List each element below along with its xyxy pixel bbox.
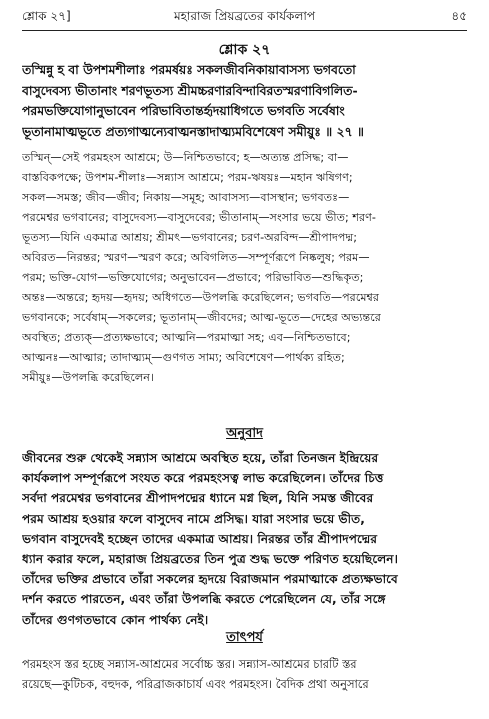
translation-line: পরম আশ্রয় হওয়ার ফলে বাসুদেব নামে প্রসিদ্ধ। যারা সংসার ভয়ে ভীত,	[22, 511, 365, 526]
purport-text	[22, 654, 467, 694]
translation-line: জীবনের শুরু থেকেই সন্ন্যাস আশ্রমে অবস্থিত হয়ে, তাঁরা তিনজন ইন্দ্রিয়ের	[22, 451, 379, 465]
translation-text	[22, 448, 467, 630]
purport-line: রয়েছে—কুটিচক, বহুদক, পরিব্রাজকাচার্য এবং পরমহংস। বৈদিক প্রথা অনুসারে	[22, 677, 369, 691]
word-meaning-line: আত্মনঃ—আত্মার; তাদাত্ম্যম্—গুণগত সাম্য; অবিশেষেণ—পার্থক্য রহিত;	[22, 351, 345, 364]
header-verse-ref: শ্লোক ২৭]	[22, 9, 71, 23]
word-meanings	[22, 148, 467, 388]
translation-heading	[0, 424, 489, 445]
word-meaning-line: সমীয়ুঃ—উপলব্ধি করেছিলেন।	[22, 371, 154, 384]
translation-line: ধ্যান করার ফলে, মহারাজ প্রিয়ব্রতের তিন পুত্র শুদ্ধ ভক্তে পরিণত হয়েছিলেন।	[22, 552, 398, 567]
translation-line: তাঁদের ভক্তির প্রভাবে তাঁরা সকলের হৃদয়ে বিরাজমান পরমাত্মাকে প্রত্যক্ষভাবে	[22, 572, 398, 587]
translation-line: ভগবান বাসুদেবই হচ্ছেন তাদের একমাত্র আশ্রয়। নিরন্তর তাঁর শ্রীপাদপদ্মের	[22, 531, 378, 546]
word-meaning-line: পরম; ভক্তি-যোগ—ভক্তিযোগের; অনুভাবেন—প্রভাবে; পরিভাবিত—শুদ্ধিকৃত;	[22, 271, 364, 284]
sanskrit-line: ভূতানামাত্মভূতে প্রত্যগাত্মন্যেবাত্মনস্তাদাত্ম্যমবিশেষেণ সমীয়ুঃ ॥ ২৭ ॥	[22, 123, 364, 139]
translation-line: সর্বদা পরমেশ্বর ভগবানের শ্রীপাদপদ্মের ধ্যানে মগ্ন ছিল, যিনি সমস্ত জীবের	[22, 491, 374, 506]
word-meaning-line: অবিরত—নিরন্তর; স্মরণ—স্মরণ করে; অবিগলিত—সম্পূর্ণরূপে নিষ্কলুষ; পরম—	[22, 251, 370, 264]
sanskrit-line: পরমভক্তিযোগানুভাবেন পরিভাবিতান্তর্হৃদয়াধিগতে ভগবতি সর্বেষাং	[22, 103, 345, 118]
sanskrit-line: তস্মিন্নু হ বা উপশমশীলাঃ পরমর্ষয়ঃ সকলজীবনিকায়াবাসস্য ভগবতো	[22, 62, 356, 77]
translation-line: দর্শন করতে পারতেন, এবং তাঁরা উপলব্ধি করতে পেরেছিলেন যে, তাঁর সঙ্গে	[22, 592, 386, 607]
header-chapter-title: মহারাজ প্রিয়ব্রতের কার্যকলাপ	[173, 9, 316, 23]
purport-heading-text: তাৎপর্য	[226, 630, 263, 645]
running-header	[22, 8, 467, 26]
verse-number: শ্লোক ২৭	[218, 42, 271, 58]
word-meaning-line: ভূতস্য—যিনি একমাত্র আশ্রয়; শ্রীমৎ—ভগবানের; চরণ-অরবিন্দ—শ্রীপাদপদ্ম;	[22, 231, 358, 244]
sanskrit-line: বাসুদেবস্য ভীতানাং শরণভূতস্য শ্রীমচ্চরণারবিন্দাবিরতস্মরণাবিগলিত-	[22, 82, 358, 98]
purport-heading	[0, 628, 489, 649]
word-meaning-line: বাস্তবিকপক্ষে; উপশম-শীলাঃ—সন্ন্যাস আশ্রমে; পরম-ঋষয়ঃ—মহান ঋষিগণ;	[22, 171, 353, 184]
word-meaning-line: অবস্থিত; প্রত্যক্—প্রত্যক্ষভাবে; আত্মনি—পরমাত্মা সহ; এব—নিশ্চিতভাবে;	[22, 331, 351, 344]
word-meaning-line: পরমেশ্বর ভগবানের; বাসুদেবস্য—বাসুদেবের; ভীতানাম্—সংসার ভয়ে ভীত; শরণ-	[22, 211, 376, 224]
word-meaning-line: সকল—সমস্ত; জীব—জীব; নিকায়—সমূহ; আবাসস্য—বাসস্থান; ভগবতঃ—	[22, 191, 350, 204]
sanskrit-verse	[22, 60, 467, 142]
translation-heading-text: অনুবাদ	[226, 426, 263, 441]
word-meaning-line: তস্মিন্—সেই পরমহংস আশ্রমে; উ—নিশ্চিতভাবে; হ—অত্যন্ত প্রসিদ্ধ; বা—	[22, 151, 349, 164]
purport-line: পরমহংস স্তর হচ্ছে সন্ন্যাস-আশ্রমের সর্বোচ্চ স্তর। সন্ন্যাস-আশ্রমের চারটি স্তর	[22, 657, 357, 671]
translation-line: তাঁদের গুণগতভাবে কোন পার্থক্য নেই।	[22, 612, 209, 627]
header-divider	[22, 30, 467, 31]
header-page-number: ৪৫	[451, 9, 467, 23]
word-meaning-line: অন্তঃ—অন্তরে; হৃদয়—হৃদয়; অধিগতে—উপলব্ধি করেছিলেন; ভগবতি—পরমেশ্বর	[22, 291, 380, 304]
translation-line: কার্যকলাপ সম্পূর্ণরূপে সংযত করে পরমহংসত্ব লাভ করেছিলেন। তাঁদের চিত্ত	[22, 471, 384, 486]
word-meaning-line: ভগবানকে; সর্বেষাম্—সকলের; ভূতানাম্—জীবদের; আত্ম-ভূতে—দেহের অভ্যন্তরে	[22, 311, 381, 324]
